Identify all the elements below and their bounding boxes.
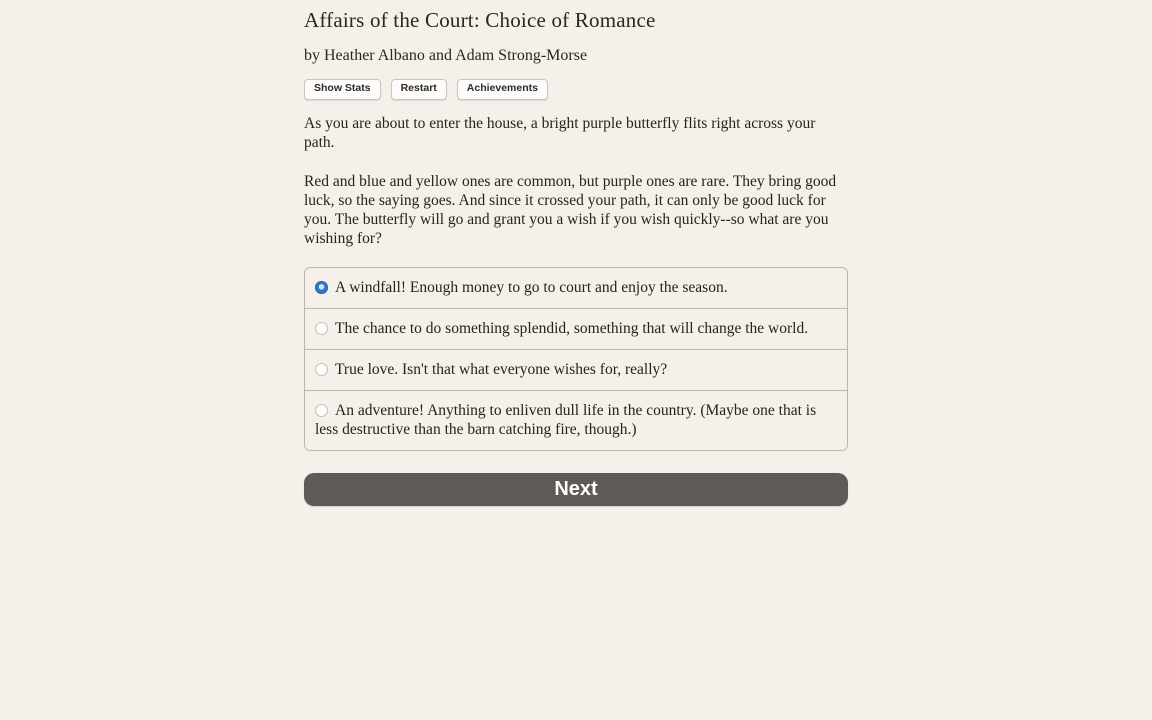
choice-label: An adventure! Anything to enliven dull life in the country. (Maybe one that is less destructive than the barn catching fire, though.) (315, 401, 817, 438)
page-title: Affairs of the Court: Choice of Romance (304, 8, 656, 32)
show-stats-button[interactable]: Show Stats (304, 79, 381, 100)
byline: by Heather Albano and Adam Strong-Morse (304, 47, 588, 64)
choice-label: True love. Isn't that what everyone wishes for, really? (335, 360, 668, 378)
radio-button-icon[interactable] (315, 281, 328, 294)
choice-option-splendid[interactable] (305, 309, 847, 350)
radio-button-icon[interactable] (315, 363, 328, 376)
restart-button[interactable]: Restart (391, 79, 447, 100)
story-paragraph: Red and blue and yellow ones are common, but purple ones are rare. They bring good luck, so the saying goes. And since it crossed your path, it can only be good luck for you. The butterfly will go and grant you a wish if you wish quickly--so what are you wishing for? (304, 172, 837, 247)
choice-label: The chance to do something splendid, something that will change the world. (335, 319, 809, 337)
story-text (304, 114, 848, 248)
radio-button-icon[interactable] (315, 322, 328, 335)
radio-button-icon[interactable] (315, 404, 328, 417)
story-paragraph: As you are about to enter the house, a bright purple butterfly flits right across your path. (304, 114, 816, 151)
choice-group (304, 267, 848, 451)
achievements-button[interactable]: Achievements (457, 79, 548, 100)
game-content (304, 0, 848, 506)
next-button[interactable]: Next (304, 473, 848, 506)
toolbar (304, 79, 848, 100)
choice-option-adventure[interactable] (305, 391, 847, 450)
choice-label: A windfall! Enough money to go to court and enjoy the season. (335, 278, 728, 296)
choice-option-windfall[interactable] (305, 268, 847, 309)
choice-option-true-love[interactable] (305, 350, 847, 391)
